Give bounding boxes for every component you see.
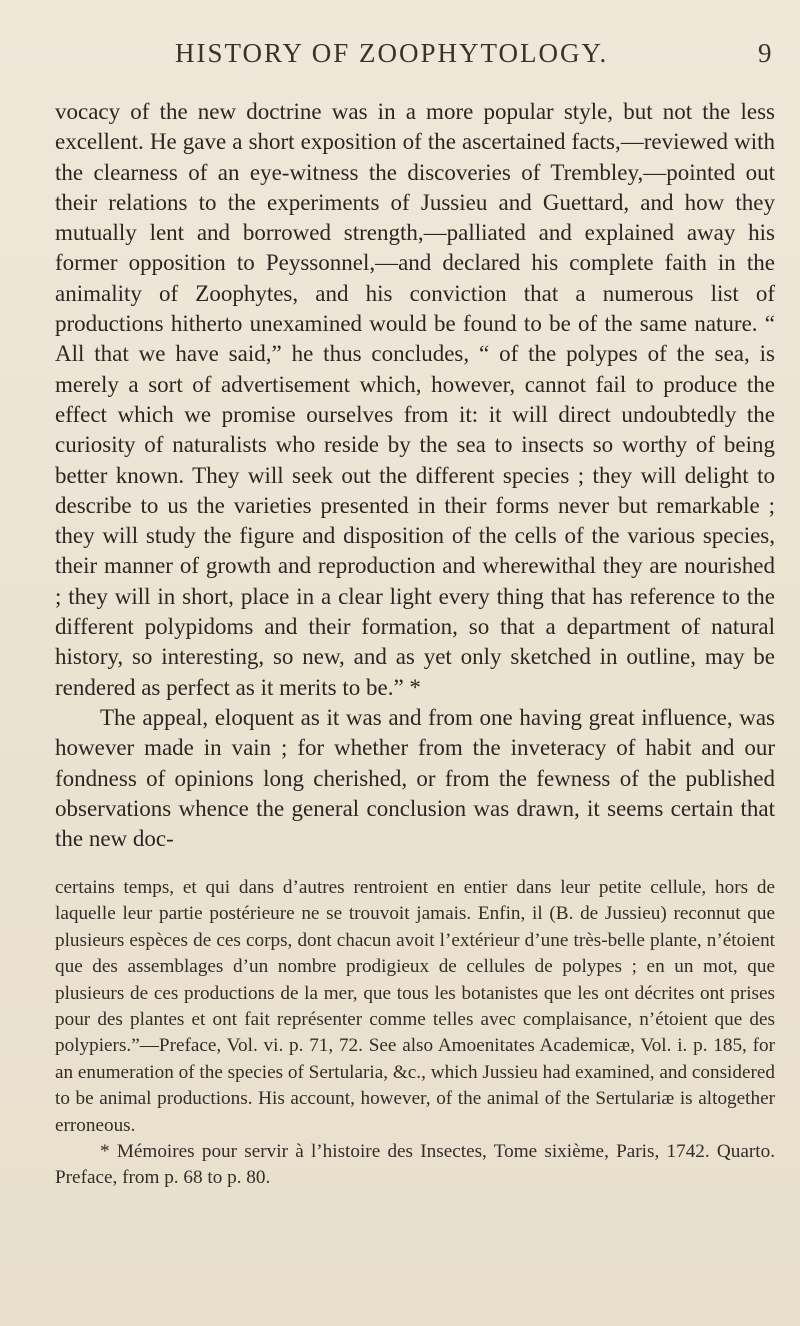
- footnote-asterisk: * Mémoires pour servir à l’histoire des Insectes, Tome sixième, Paris, 1742. Quarto. Preface, from p. 68 to p. 80.: [55, 1141, 775, 1189]
- paragraph-appeal: The appeal, eloquent as it was and from one having great influence, was however made in vain ; for whether from the inveteracy of habit and our fondness of opinions long cherished, or from the fewness of the published observations whence the general conclusion was drawn, it seems certain that the new doc-: [55, 704, 775, 852]
- paragraph-continuation: vocacy of the new doctrine was in a more popular style, but not the less excellent. He gave a short exposition of the ascertained facts,—reviewed with the clearness of an eye-witness the discoveries of Trembley,—pointed out their relations to the experiments of Jussieu and Guettard, and how they mutually lent and borrowed strength,—palliated and explained away his former opposition to Peyssonnel,—and declared his complete faith in the animality of Zoophytes, and his conviction that a numerous list of productions hitherto unexamined would be found to be of the same nature. “ All that we have said,” he thus concludes, “ of the polypes of the sea, is merely a sort of advertisement which, however, cannot fail to produce the effect which we promise ourselves from it: it will direct undoubtedly the curiosity of naturalists who reside by the sea to insects so worthy of being better known. They will seek out the different species ; they will delight to describe to us the varieties presented in their forms never but remarkable ; they will study the figure and disposition of the cells of the various species, their manner of growth and reproduction and wherewithal they are nourished ; they will in short, place in a clear light every thing that has reference to the different polypidoms and their formation, so that a department of natural history, so interesting, so new, and as yet only sketched in outline, may be rendered as perfect as it merits to be.” *: [55, 99, 775, 700]
- running-title: HISTORY OF ZOOPHYTOLOGY.: [175, 38, 609, 68]
- main-text: [55, 97, 775, 854]
- page-number: 9: [758, 38, 772, 68]
- footnote-continuation: certains temps, et qui dans d’autres rentroient en entier dans leur petite cellule, hors de laquelle leur partie postérieure ne se trouvoit jamais. Enfin, il (B. de Jussieu) reconnut que plusieurs espèces de ces corps, dont chacun avoit l’extérieur d’une très-belle plante, n’étoient que des assemblages d’un nombre prodigieux de cellules de polypes ; en un mot, que plusieurs de ces productions de la mer, que tous les botanistes que les ont décrites ont prises pour des plantes et ont fait représenter comme telles avec complaisance, n’étoient que des polypiers.”—Preface, Vol. vi. p. 71, 72. See also Amoenitates Academicæ, Vol. i. p. 185, for an enumeration of the species of Sertularia, &c., which Jussieu had examined, and considered to be animal productions. His account, however, of the animal of the Sertulariæ is altogether erroneous.: [55, 877, 775, 1136]
- footnotes: [55, 875, 775, 1192]
